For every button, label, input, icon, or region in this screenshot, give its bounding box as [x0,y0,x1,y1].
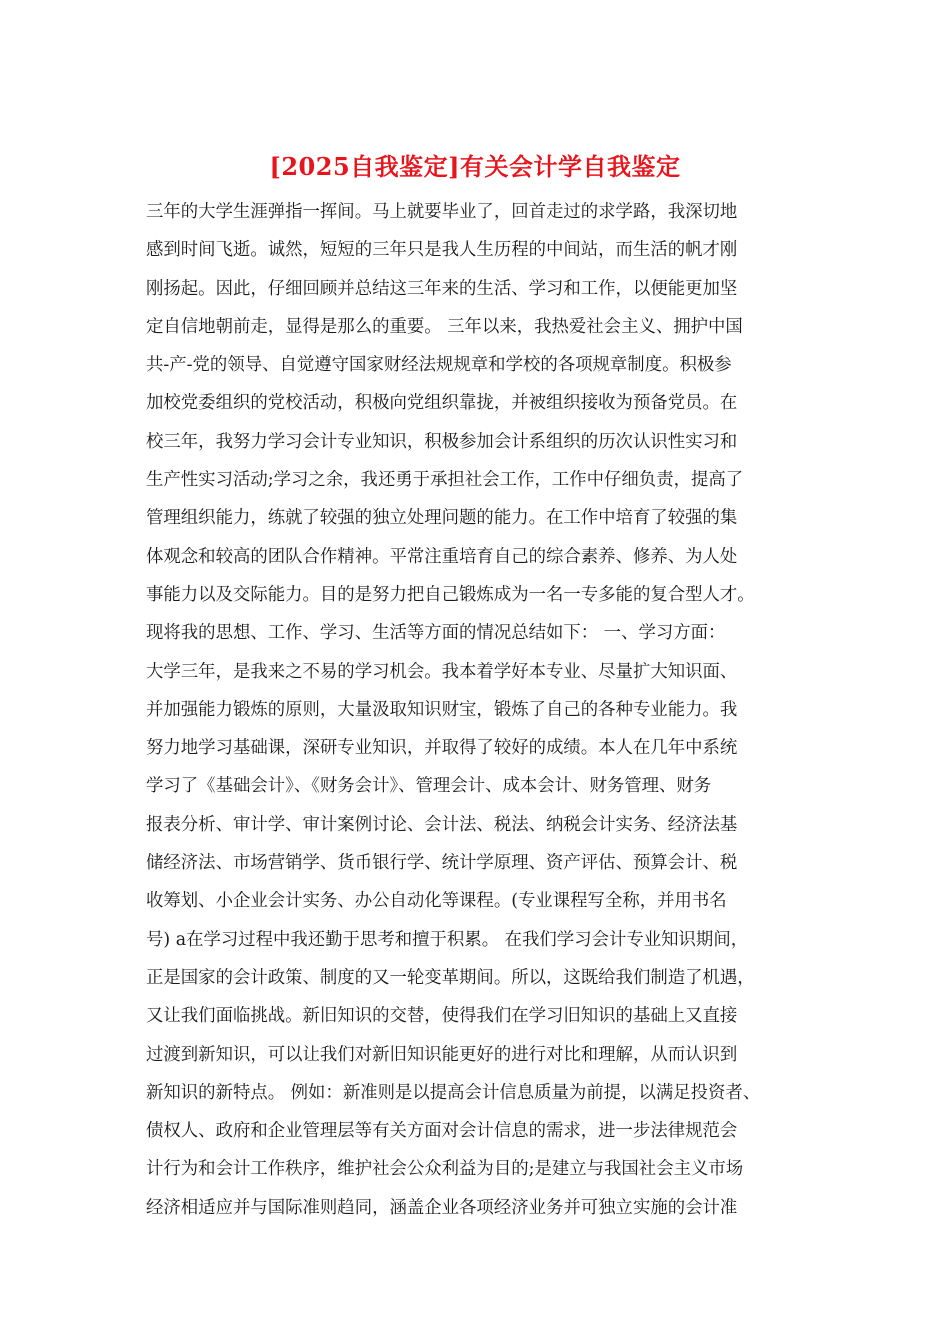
body-line: 储经济法、市场营销学、货币银行学、统计学原理、资产评估、预算会计、税 [146,853,738,874]
body-line: 定自信地朝前走，显得是那么的重要。 三年以来，我热爱社会主义、拥护中国 [146,316,743,337]
body-line: 共-产-党的领导、自觉遵守国家财经法规规章和学校的各项规章制度。积极参 [146,355,732,376]
body-line: 计行为和会计工作秩序，维护社会公众利益为目的;是建立与我国社会主义市场 [146,1159,744,1180]
body-line: 现将我的思想、工作、学习、生活等方面的情况总结如下： 一、学习方面： [146,623,726,644]
body-line: 加校党委组织的党校活动，积极向党组织靠拢，并被组织接收为预备党员。在 [146,393,738,414]
body-line: 收筹划、小企业会计实务、办公自动化等课程。(专业课程写全称，并用书名 [146,891,727,912]
body-line: 管理组织能力，练就了较强的独立处理问题的能力。在工作中培育了较强的集 [146,508,738,529]
body-line: 体观念和较高的团队合作精神。平常注重培育自己的综合素养、修养、为人处 [146,546,738,567]
body-line: 刚扬起。因此，仔细回顾并总结这三年来的生活、学习和工作，以便能更加坚 [146,278,738,299]
document-body [146,193,826,1227]
body-line: 新知识的新特点。 例如：新准则是以提高会计信息质量为前提，以满足投资者、 [146,1082,761,1103]
body-line: 债权人、政府和企业管理层等有关方面对会计信息的需求，进一步法律规范会 [146,1121,738,1142]
body-line: 学习了《基础会计》、《财务会计》、管理会计、成本会计、财务管理、财务 [146,776,712,797]
body-line: 大学三年，是我来之不易的学习机会。我本着学好本专业、尽量扩大知识面、 [146,661,738,682]
body-line: 感到时间飞逝。诚然，短短的三年只是我人生历程的中间站，而生活的帆才刚 [146,240,738,261]
body-line: 正是国家的会计政策、制度的又一轮变革期间。所以，这既给我们制造了机遇， [146,967,755,988]
body-line: 努力地学习基础课，深研专业知识，并取得了较好的成绩。本人在几年中系统 [146,738,738,759]
body-line: 校三年，我努力学习会计专业知识，积极参加会计系组织的历次认识性实习和 [146,431,738,452]
body-line: 生产性实习活动;学习之余，我还勇于承担社会工作，工作中仔细负责，提高了 [146,470,744,491]
body-line: 过渡到新知识，可以让我们对新旧知识能更好的进行对比和理解，从而认识到 [146,1044,738,1065]
body-line: 并加强能力锻炼的原则，大量汲取知识财宝，锻炼了自己的各种专业能力。我 [146,699,738,720]
body-line: 事能力以及交际能力。目的是努力把自己锻炼成为一名一专多能的复合型人才。 [146,584,755,605]
body-line: 三年的大学生涯弹指一挥间。马上就要毕业了，回首走过的求学路，我深切地 [146,202,738,222]
body-line: 号) a在学习过程中我还勤于思考和擅于积累。 在我们学习会计专业知识期间， [146,929,749,950]
body-line: 又让我们面临挑战。新旧知识的交替，使得我们在学习旧知识的基础上又直接 [146,1006,738,1027]
body-line: 经济相适应并与国际准则趋同，涵盖企业各项经济业务并可独立实施的会计准 [146,1197,738,1218]
document-title: [2025自我鉴定]有关会计学自我鉴定 [269,152,681,181]
body-line: 报表分析、审计学、审计案例讨论、会计法、税法、纳税会计实务、经济法基 [146,814,738,835]
